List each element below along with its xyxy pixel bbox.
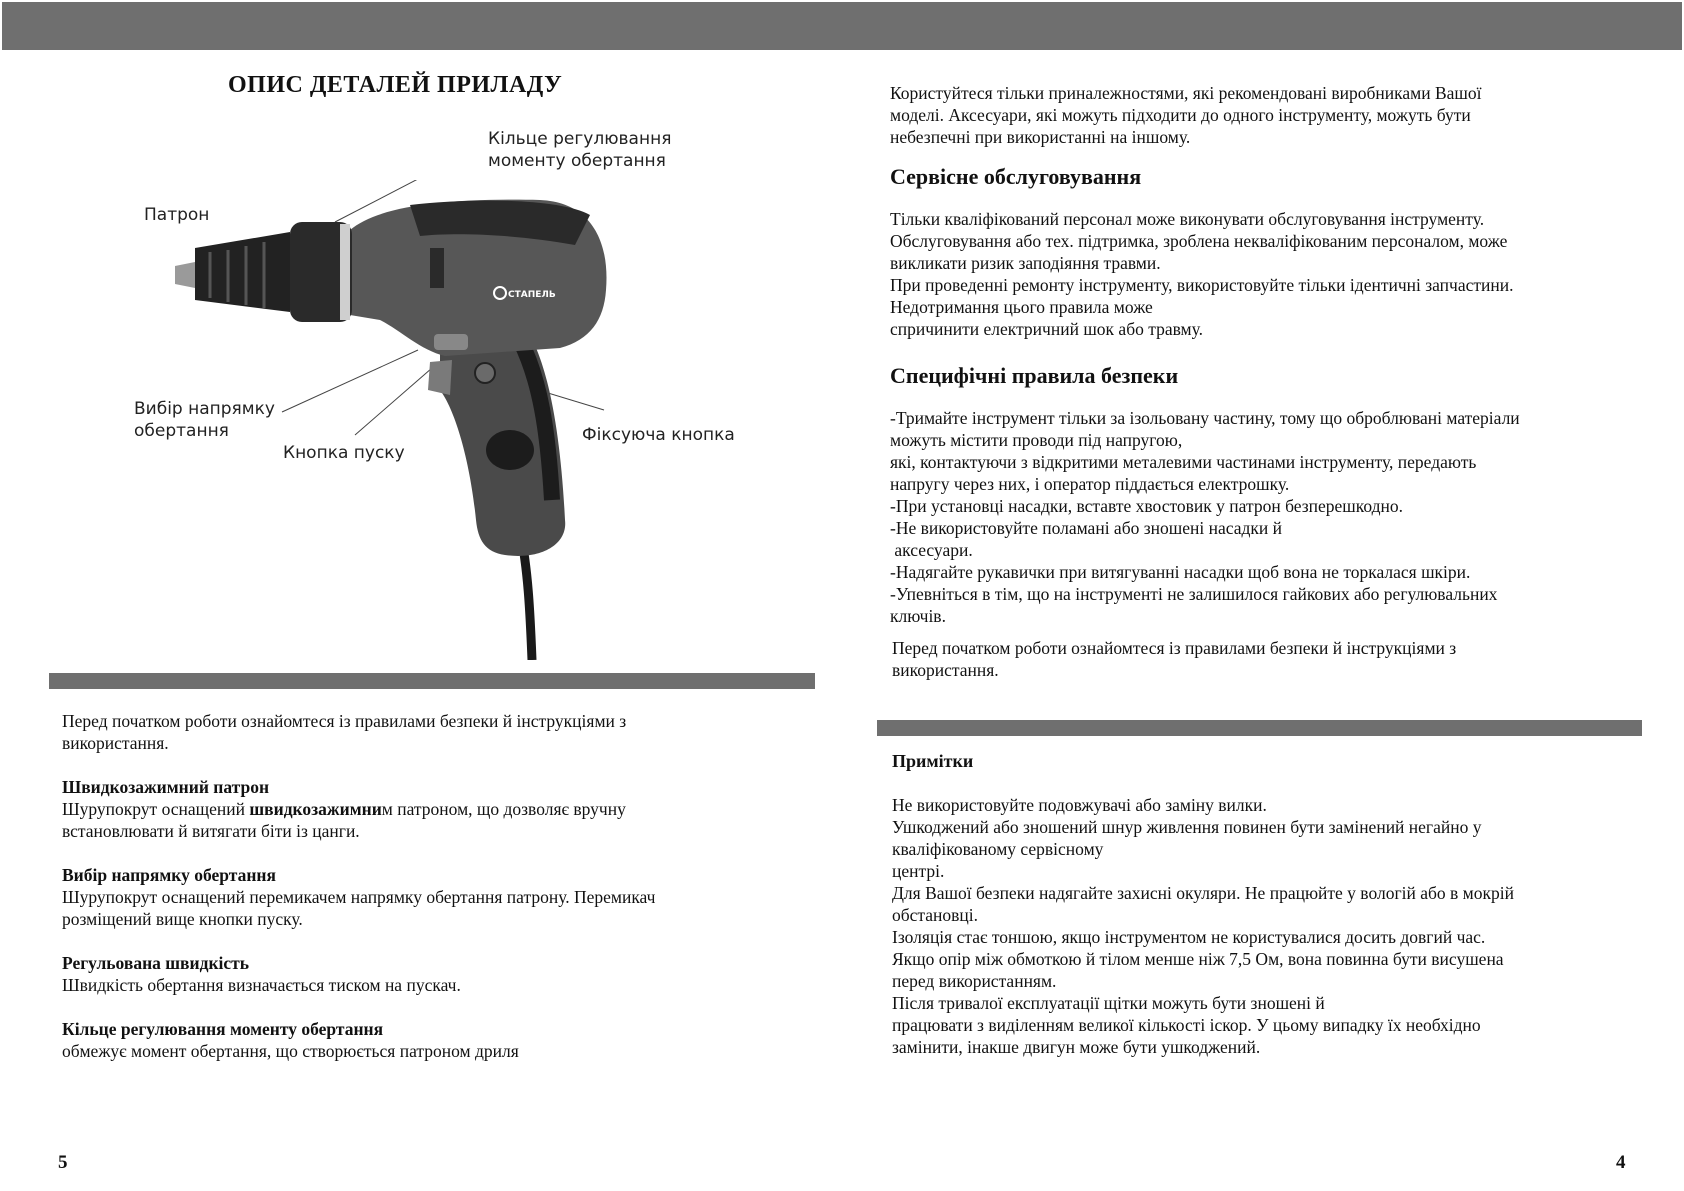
section-line: Обслуговування або тех. підтримка, зроблена некваліфікованим персоналом, може <box>890 231 1508 251</box>
section-line: встановлювати й витягати біти із цанги. <box>62 821 360 841</box>
callout-chuck: Патрон <box>144 205 210 225</box>
closing-line: використання. <box>892 660 999 680</box>
intro-line: використання. <box>62 733 169 753</box>
left-body <box>62 710 782 1062</box>
notes-section <box>892 750 1652 1058</box>
torque-ring-band <box>340 224 350 320</box>
section-line: -Не використовуйте поламані або зношені насадки й <box>890 518 1282 538</box>
section-line: які, контактуючи з відкритими металевими частинами інструменту, передають <box>890 452 1477 472</box>
section-line: напругу через них, і оператор піддається електрошку. <box>890 474 1290 494</box>
section-line: кваліфікованому сервісному <box>892 839 1104 859</box>
section-line: спричинити електричний шок або травму. <box>890 319 1204 339</box>
section-line: Ушкоджений або зношений шнур живлення повинен бути замінений негайно у <box>892 817 1482 837</box>
intro-line: Перед початком роботи ознайомтеся із правилами безпеки й інструкціями з <box>62 711 627 731</box>
section-line: Якщо опір між обмоткою й тілом менше ніж 7,5 Ом, вона повинна бути висушена <box>892 949 1504 969</box>
page-title: ОПИС ДЕТАЛЕЙ ПРИЛАДУ <box>228 72 563 98</box>
section-line: центрі. <box>892 861 945 881</box>
section-line: -Упевніться в тім, що на інструменті не залишилося гайкових або регулювальних <box>890 584 1498 604</box>
callout-direction: Вибір напрямку обертання <box>134 399 275 441</box>
section-heading: Швидкозажимний патрон <box>62 777 270 797</box>
direction-switch <box>434 334 468 350</box>
intro-line: небезпечні при використанні на іншому. <box>890 127 1191 147</box>
section-line: При проведенні ремонту інструменту, використовуйте тільки ідентичні запчастини. <box>890 275 1514 295</box>
section-line: ключів. <box>890 606 946 626</box>
intro-line: Користуйтеся тільки приналежностями, які рекомендовані виробниками Вашої <box>890 83 1482 103</box>
section-line: викликати ризик заподіяння травми. <box>890 253 1161 273</box>
left-divider-bar <box>49 673 815 689</box>
callout-line-trigger <box>355 368 432 435</box>
right-divider-bar <box>877 720 1642 736</box>
callout-line-direction <box>282 350 418 412</box>
closing-line: Перед початком роботи ознайомтеся із правилами безпеки й інструкціями з <box>892 638 1457 658</box>
section-heading: Сервісне обслуговування <box>890 164 1142 189</box>
section-line: -Тримайте інструмент тільки за ізольовану частину, тому що оброблювані матеріали <box>890 408 1520 428</box>
service-section <box>890 166 1650 340</box>
section-heading: Регульована швидкість <box>62 953 250 973</box>
section-line: Для Вашої безпеки надягайте захисні окуляри. Не працюйте у вологій або в мокрій <box>892 883 1514 903</box>
section-heading: Примітки <box>892 751 974 771</box>
section-line: Швидкість обертання визначається тиском на пускач. <box>62 975 461 995</box>
callout-lock-button: Фіксуюча кнопка <box>582 425 735 445</box>
section-line: розміщений вище кнопки пуску. <box>62 909 303 929</box>
callout-torque-ring: Кільце регулювання моменту обертання <box>488 129 672 171</box>
section-line: обстановці. <box>892 905 979 925</box>
section-line: аксесуари. <box>890 540 973 560</box>
page-number-left: 5 <box>58 1152 68 1173</box>
section-line: Шурупокрут оснащений швидкозажимним патроном, що дозволяє вручну <box>62 799 626 819</box>
trigger <box>428 360 452 395</box>
section-line: Не використовуйте подовжувачі або заміну вилки. <box>892 795 1267 815</box>
brand-logo: СТАПЕЛЬ <box>508 290 556 300</box>
section-line: -При установці насадки, вставте хвостовик у патрон безперешкодно. <box>890 496 1404 516</box>
section-line: можуть містити проводи під напругою, <box>890 430 1183 450</box>
section-line: Після тривалої експлуатації щітки можуть бути зношені й <box>892 993 1325 1013</box>
specific-safety-section <box>890 365 1650 681</box>
section-line: Ізоляція стає тоншою, якщо інструментом не користувалися досить довгий час. <box>892 927 1486 947</box>
page-number-right: 4 <box>1616 1152 1626 1173</box>
section-line: працювати з виділенням великої кількості іскор. У цьому випадку їх необхідно <box>892 1015 1481 1035</box>
bit-tip <box>175 262 195 288</box>
section-heading: Кільце регулювання моменту обертання <box>62 1019 384 1039</box>
section-heading: Специфічні правила безпеки <box>890 363 1179 388</box>
intro-line: моделі. Аксесуари, які можуть підходити до одного інструменту, можуть бути <box>890 105 1471 125</box>
section-heading: Вибір напрямку обертання <box>62 865 276 885</box>
section-line: перед використанням. <box>892 971 1057 991</box>
section-line: Шурупокрут оснащений перемикачем напрямку обертання патрону. Перемикач <box>62 887 656 907</box>
section-line: обмежує момент обертання, що створюється патроном дриля <box>62 1041 519 1061</box>
top-header-bar <box>2 2 1682 50</box>
right-intro <box>890 82 1650 148</box>
lower-grip <box>486 430 534 470</box>
section-line: Недотримання цього правила може <box>890 297 1153 317</box>
section-line: -Надягайте рукавички при витягуванні насадки щоб вона не торкалася шкіри. <box>890 562 1471 582</box>
section-line: Тільки кваліфікований персонал може виконувати обслуговування інструменту. <box>890 209 1485 229</box>
vent-slots <box>430 248 444 288</box>
section-line: замінити, інакше двигун може бути ушкоджений. <box>892 1037 1261 1057</box>
callout-trigger: Кнопка пуску <box>283 443 405 463</box>
lock-button <box>475 363 495 383</box>
